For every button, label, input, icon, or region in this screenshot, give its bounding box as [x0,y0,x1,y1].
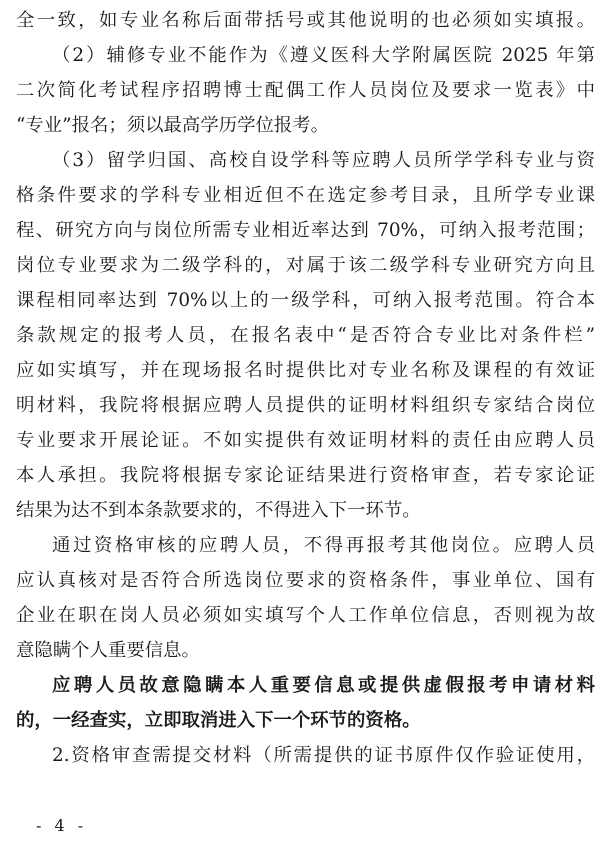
text-line: 应如实填写，并在现场报名时提供比对专业名称及课程的有效证 [16,360,595,381]
text-line: 岗位专业要求为二级学科的，对属于该二级学科专业研究方向且 [16,255,595,276]
text-line: 程、研究方向与岗位所需专业相近率达到 70%，可纳入报考范围； [16,220,595,241]
text-line: 通过资格审核的应聘人员，不得再报考其他岗位。应聘人员 [52,535,595,556]
text-line: 二次简化考试程序招聘博士配偶工作人员岗位及要求一览表》中 [16,80,595,101]
text-line: 企业在职在岗人员必须如实填写个人工作单位信息，否则视为故 [16,605,595,626]
text-line: 应认真核对是否符合所选岗位要求的资格条件，事业单位、国有 [16,570,595,591]
text-line: 本人承担。我院将根据专家论证结果进行资格审查，若专家论证 [16,465,595,486]
text-line: 2.资格审查需提交材料（所需提供的证书原件仅作验证使用， [52,745,595,766]
page-number: - 4 - [36,816,88,835]
text-line: 条款规定的报考人员，在报名表中“是否符合专业比对条件栏” [16,325,595,346]
text-line: 明材料，我院将根据应聘人员提供的证明材料组织专家结合岗位 [16,395,595,416]
text-line: （2）辅修专业不能作为《遵义医科大学附属医院 2025 年第 [52,45,595,66]
text-line: 课程相同率达到 70%以上的一级学科，可纳入报考范围。符合本 [16,290,595,311]
text-line: 格条件要求的学科专业相近但不在选定参考目录，且所学专业课 [16,185,595,206]
bold-text-line: 的，一经查实，立即取消进入下一个环节的资格。 [16,710,421,731]
text-line: 结果为达不到本条款要求的，不得进入下一环节。 [16,500,421,521]
text-line: 专业要求开展论证。不如实提供有效证明材料的责任由应聘人员 [16,430,595,451]
text-line: 全一致，如专业名称后面带括号或其他说明的也必须如实填报。 [16,10,595,31]
bold-text-line: 应聘人员故意隐瞒本人重要信息或提供虚假报考申请材料 [52,675,595,696]
text-line: （3）留学归国、高校自设学科等应聘人员所学学科专业与资 [52,150,595,171]
text-line: “专业”报名；须以最高学历学位报考。 [16,115,330,136]
text-line: 意隐瞒个人重要信息。 [16,640,200,661]
